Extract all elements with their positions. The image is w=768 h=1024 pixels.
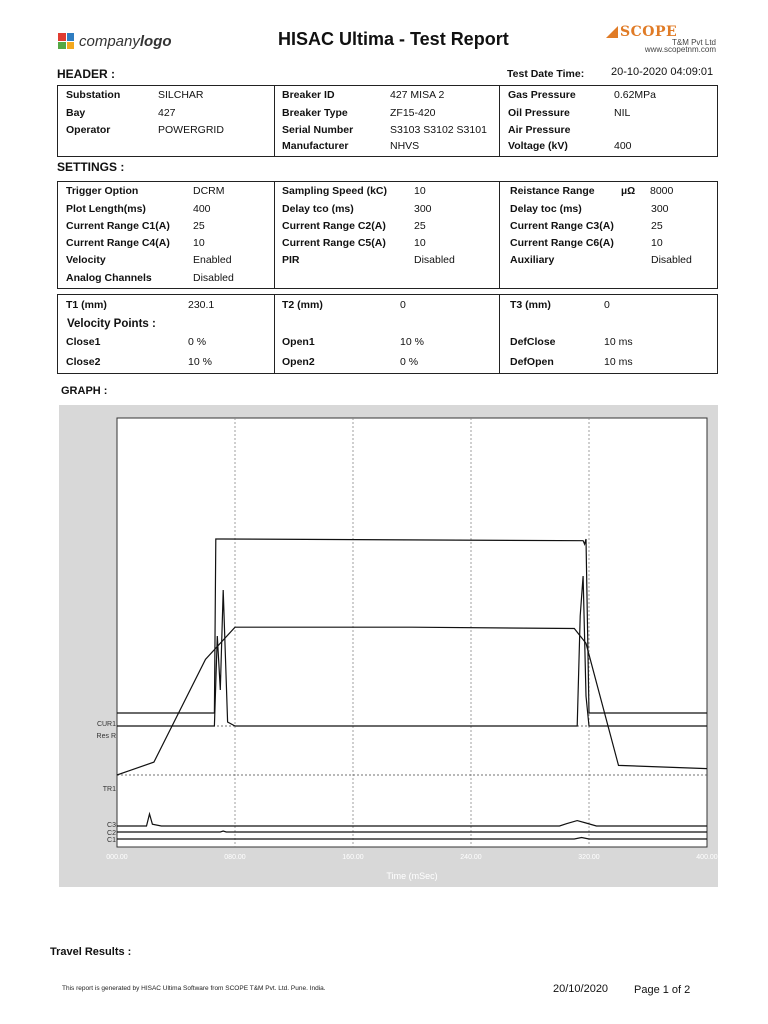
scope-name: SCOPE — [620, 24, 678, 40]
header-section-label: HEADER : — [57, 67, 116, 81]
breaker-id-value: 427 MISA 2 — [390, 89, 445, 101]
report-title: HISAC Ultima - Test Report — [278, 29, 509, 49]
analog-channels-label: Analog Channels — [66, 272, 152, 284]
logo-text-plain: company — [79, 32, 140, 50]
scope-triangle-icon — [606, 26, 618, 38]
open2-label: Open2 — [282, 356, 315, 368]
company-logo — [58, 32, 172, 50]
breaker-type-value: ZF15-420 — [390, 107, 436, 119]
current-range-c5-value: 10 — [414, 237, 426, 249]
travel-table — [57, 294, 718, 374]
resistance-range-value: 8000 — [650, 185, 674, 197]
current-range-c4-label: Current Range C4(A) — [66, 237, 170, 249]
sampling-speed-value: 10 — [414, 185, 426, 197]
defclose-label: DefClose — [510, 336, 556, 348]
delay-toc-label: Delay toc (ms) — [510, 203, 582, 215]
delay-toc-value: 300 — [651, 203, 669, 215]
channel-label-res-r: Res R — [96, 733, 116, 740]
close2-label: Close2 — [66, 356, 101, 368]
gas-pressure-value: 0.62MPa — [614, 89, 657, 101]
velocity-label: Velocity — [66, 254, 106, 266]
plot-area — [117, 418, 707, 847]
defclose-value: 10 ms — [604, 336, 633, 348]
footer-date: 20/10/2020 — [553, 983, 609, 995]
header-table — [57, 85, 718, 157]
current-range-c1-label: Current Range C1(A) — [66, 220, 170, 232]
breaker-id-label: Breaker ID — [282, 89, 335, 101]
test-date-label: Test Date Time: — [507, 68, 585, 80]
scope-url: www.scopetnm.com — [644, 45, 716, 54]
resistance-range-label: Reistance Range — [510, 185, 595, 197]
open1-label: Open1 — [282, 336, 315, 348]
logo-grid-icon — [58, 33, 74, 49]
plot-length-label: Plot Length(ms) — [66, 203, 146, 215]
current-range-c6-label: Current Range C6(A) — [510, 237, 614, 249]
open2-value: 0 % — [400, 356, 419, 368]
delay-tco-label: Delay tco (ms) — [282, 203, 354, 215]
current-range-c2-value: 25 — [414, 220, 426, 232]
gas-pressure-label: Gas Pressure — [508, 89, 576, 101]
serial-number-label: Serial Number — [282, 124, 354, 136]
logo-text — [79, 33, 172, 50]
travel-divider-2 — [499, 295, 500, 373]
manufacturer-label: Manufacturer — [282, 140, 349, 152]
defopen-value: 10 ms — [604, 356, 633, 368]
scope-brand — [606, 24, 718, 54]
x-tick-label: 080.00 — [224, 854, 246, 861]
plot-length-value: 400 — [193, 203, 211, 215]
oil-pressure-value: NIL — [614, 107, 631, 119]
graph-frame — [59, 405, 718, 887]
channel-label-cur1: CUR1 — [96, 721, 116, 728]
footer-note: This report is generated by HISAC Ultima Software from SCOPE T&M Pvt. Ltd. Pune. India. — [62, 985, 326, 992]
travel-results-label: Travel Results : — [50, 946, 132, 958]
x-tick-label: 000.00 — [106, 854, 128, 861]
dcrm-chart — [59, 405, 718, 887]
channel-label-tr1: TR1 — [102, 786, 116, 793]
settings-section-label: SETTINGS : — [57, 160, 125, 174]
voltage-value: 400 — [614, 140, 632, 152]
t1-value: 230.1 — [188, 299, 215, 311]
x-tick-label: 320.00 — [578, 854, 600, 861]
manufacturer-value: NHVS — [390, 140, 420, 152]
defopen-label: DefOpen — [510, 356, 554, 368]
trigger-option-label: Trigger Option — [66, 185, 139, 197]
t2-label: T2 (mm) — [282, 299, 323, 311]
t1-label: T1 (mm) — [66, 299, 107, 311]
header-divider-2 — [499, 86, 500, 156]
current-range-c5-label: Current Range C5(A) — [282, 237, 386, 249]
close2-value: 10 % — [188, 356, 212, 368]
header-divider-1 — [274, 86, 275, 156]
serial-number-value: S3103 S3102 S3101 — [390, 124, 487, 136]
settings-divider-1 — [274, 182, 275, 288]
voltage-label: Voltage (kV) — [508, 140, 568, 152]
t3-label: T3 (mm) — [510, 299, 551, 311]
scope-sub: T&M Pvt Ltd — [671, 38, 716, 47]
analog-channels-value: Disabled — [193, 272, 234, 284]
auxiliary-label: Auxiliary — [510, 254, 555, 266]
operator-label: Operator — [66, 124, 111, 136]
channel-label-c1: C1 — [107, 837, 116, 844]
substation-label: Substation — [66, 89, 121, 101]
footer-page: Page 1 of 2 — [634, 984, 691, 996]
settings-table — [57, 181, 718, 289]
test-date-value: 20-10-2020 04:09:01 — [611, 66, 714, 78]
x-tick-label: 400.00 — [696, 854, 718, 861]
bay-label: Bay — [66, 107, 86, 119]
close1-label: Close1 — [66, 336, 101, 348]
travel-divider-1 — [274, 295, 275, 373]
logo-text-bold: logo — [139, 32, 172, 50]
open1-value: 10 % — [400, 336, 424, 348]
micro-ohm-unit: μΩ — [621, 186, 636, 197]
breaker-type-label: Breaker Type — [282, 107, 348, 119]
air-pressure-label: Air Pressure — [508, 124, 571, 136]
current-range-c3-label: Current Range C3(A) — [510, 220, 614, 232]
sampling-speed-label: Sampling Speed (kC) — [282, 185, 388, 197]
substation-value: SILCHAR — [158, 89, 204, 101]
x-axis-label: Time (mSec) — [386, 871, 438, 881]
x-tick-label: 160.00 — [342, 854, 364, 861]
current-range-c1-value: 25 — [193, 220, 205, 232]
pir-label: PIR — [282, 254, 300, 266]
graph-section-label: GRAPH : — [61, 385, 108, 397]
t3-value: 0 — [604, 299, 610, 311]
velocity-points-label: Velocity Points : — [67, 318, 156, 330]
current-range-c6-value: 10 — [651, 237, 663, 249]
pir-value: Disabled — [414, 254, 455, 266]
close1-value: 0 % — [188, 336, 207, 348]
bay-value: 427 — [158, 107, 176, 119]
settings-divider-2 — [499, 182, 500, 288]
trigger-option-value: DCRM — [193, 185, 225, 197]
channel-label-c2: C2 — [107, 830, 116, 837]
current-range-c4-value: 10 — [193, 237, 205, 249]
auxiliary-value: Disabled — [651, 254, 692, 266]
operator-value: POWERGRID — [158, 124, 224, 136]
x-tick-label: 240.00 — [460, 854, 482, 861]
oil-pressure-label: Oil Pressure — [508, 107, 570, 119]
current-range-c3-value: 25 — [651, 220, 663, 232]
velocity-value: Enabled — [193, 254, 232, 266]
t2-value: 0 — [400, 299, 406, 311]
channel-label-c3: C3 — [107, 822, 116, 829]
current-range-c2-label: Current Range C2(A) — [282, 220, 386, 232]
delay-tco-value: 300 — [414, 203, 432, 215]
